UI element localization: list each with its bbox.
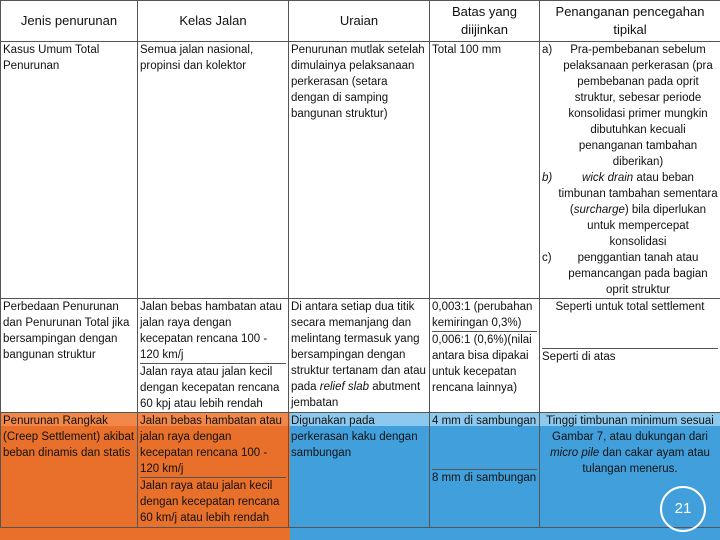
cell-uraian — [289, 299, 430, 413]
list-text-b-2: ) bila diperlukan untuk mempercepat konsolidasi — [587, 204, 707, 248]
cell-batas: Total 100 mm — [430, 42, 540, 299]
table-row — [1, 413, 720, 528]
list-text-c: penggantian tanah atau pemancangan pada bagian oprit struktur — [568, 252, 708, 296]
page-number: 21 — [660, 486, 706, 532]
cell-kelas-2: Jalan raya atau jalan kecil dengan kecepatan rencana 60 kpj atau lebih rendah — [140, 366, 280, 410]
cell-jenis: Penurunan Rangkak (Creep Settlement) akibat beban dinamis dan statis — [1, 413, 138, 528]
cell-kelas-1: Jalan bebas hambatan atau jalan raya dengan kecepatan rencana 100 - 120 km/j — [140, 413, 286, 478]
cell-penanganan-1: Seperti untuk total settlement — [542, 299, 718, 349]
cell-batas-2: 8 mm di sambungan — [432, 472, 537, 484]
cell-uraian: Digunakan pada perkerasan kaku dengan sambungan — [289, 413, 430, 528]
cell-penanganan-2: dan cakar ayam atau tulangan menerus. — [582, 447, 710, 475]
cell-batas-1: 4 mm di sambungan — [432, 413, 537, 470]
cell-jenis: Kasus Umum Total Penurunan — [1, 42, 138, 299]
cell-kelas — [138, 299, 289, 413]
table-row — [1, 42, 720, 299]
cell-uraian: Penurunan mutlak setelah dimulainya pelaksanaan perkerasan (setara dengan di samping bangunan struktur) — [289, 42, 430, 299]
cell-uraian-2: abutment jembatan — [291, 381, 421, 409]
cell-penanganan-1: Tinggi timbunan minimum sesuai Gambar 7, atau dukungan dari — [546, 415, 714, 443]
list-text-a: Pra-pembebanan sebelum pelaksanaan perkerasan (pra pembebanan pada oprit struktur, sebesar periode konsolidasi primer mungkin dibutuhkan kecuali penanganan tambahan diberikan) — [563, 44, 713, 168]
cell-kelas-1: Jalan bebas hambatan atau jalan raya dengan kecepatan rencana 100 - 120 km/j — [140, 299, 286, 364]
cell-penanganan-italic: micro pile — [550, 447, 600, 459]
cell-penanganan — [540, 42, 720, 299]
cell-batas-2: 0,006:1 (0,6%)(nilai antara bisa dipakai untuk kecepatan rencana lainnya) — [432, 334, 532, 394]
cell-kelas — [138, 413, 289, 528]
table-header-row — [1, 1, 720, 42]
cell-kelas-2: Jalan raya atau jalan kecil dengan kecepatan rencana 60 km/j atau lebih rendah — [140, 480, 280, 524]
list-item — [542, 42, 718, 170]
cell-uraian-italic: relief slab — [319, 381, 369, 393]
header-kelas-jalan: Kelas Jalan — [138, 1, 289, 42]
list-text-b-italic-2: surcharge — [573, 204, 625, 216]
list-marker-b: b) — [542, 172, 553, 184]
cell-batas — [430, 413, 540, 528]
penanganan-list — [542, 42, 718, 298]
cell-batas — [430, 299, 540, 413]
cell-jenis-text: Perbedaan Penurunan dan Penurunan Total jika bersampingan dengan bangunan struktur — [3, 301, 130, 361]
header-jenis-penurunan: Jenis penurunan — [1, 1, 138, 42]
list-text-b-italic: wick drain — [582, 172, 634, 184]
header-penanganan: Penanganan pencegahan tipikal — [540, 1, 720, 42]
cell-penanganan-2: Seperti di atas — [542, 351, 616, 363]
list-marker-c: c) — [542, 252, 552, 264]
cell-penanganan — [540, 299, 720, 413]
table-row — [1, 299, 720, 413]
cell-kelas: Semua jalan nasional, propinsi dan kolektor — [138, 42, 289, 299]
header-batas: Batas yang diijinkan — [430, 1, 540, 42]
cell-jenis — [1, 299, 138, 413]
list-text-b-1: atau beban timbunan tambahan sementara ( — [558, 172, 718, 216]
list-item — [542, 250, 718, 298]
list-marker-a: a) — [542, 44, 553, 56]
list-item — [542, 170, 718, 250]
header-uraian: Uraian — [289, 1, 430, 42]
cell-batas-1: 0,003:1 (perubahan kemiringan 0,3%) — [432, 299, 537, 332]
cell-uraian-1: Di antara setiap dua titik secara memanjang dan melintang termasuk yang bersampingan dengan struktur tertanam dan atau pada — [291, 301, 426, 393]
